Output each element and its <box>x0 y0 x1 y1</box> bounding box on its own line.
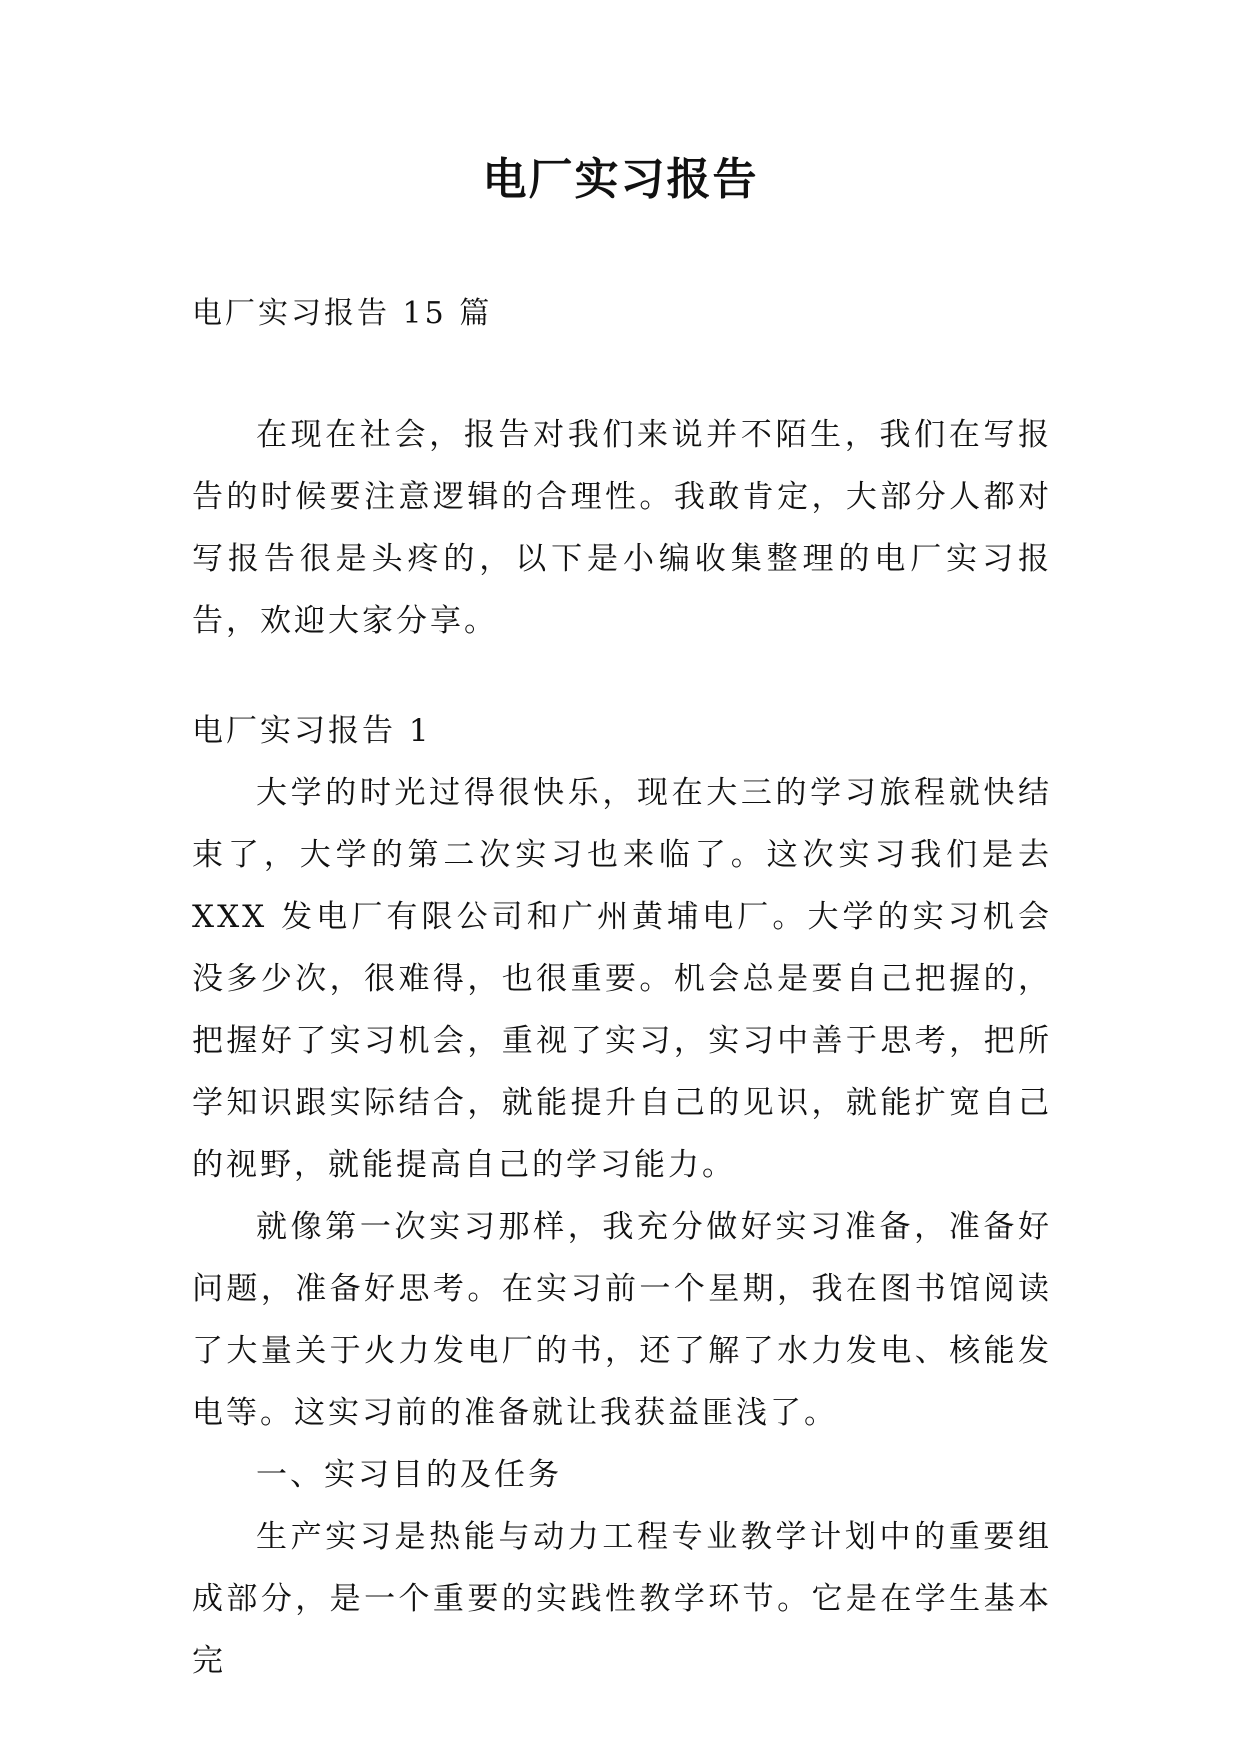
report-section <box>192 700 1052 1692</box>
section-heading: 电厂实习报告 1 <box>192 713 432 749</box>
body-paragraph: 大学的时光过得很快乐，现在大三的学习旅程就快结束了，大学的第二次实习也来临了。这次实习我们是去 XXX 发电厂有限公司和广州黄埔电厂。大学的实习机会没多少次，很难得，也很重要。机会总是要自己把握的，把握好了实习机会，重视了实习，实习中善于思考，把所学知识跟实际结合，就能提升自己的见识，就能扩宽自己的视野，就能提高自己的学习能力。 <box>192 775 1052 1183</box>
body-paragraph: 生产实习是热能与动力工程专业教学计划中的重要组成部分，是一个重要的实践性教学环节。它是在学生基本完 <box>192 1519 1052 1679</box>
document-title: 电厂实习报告 <box>482 154 759 205</box>
intro-section <box>192 404 1052 652</box>
intro-paragraph: 在现在社会，报告对我们来说并不陌生，我们在写报告的时候要注意逻辑的合理性。我敢肯定，大部分人都对写报告很是头疼的，以下是小编收集整理的电厂实习报告，欢迎大家分享。 <box>192 417 1052 639</box>
subsection-heading: 一、实习目的及任务 <box>256 1457 562 1493</box>
body-paragraph: 就像第一次实习那样，我充分做好实习准备，准备好问题，准备好思考。在实习前一个星期，我在图书馆阅读了大量关于火力发电厂的书，还了解了水力发电、核能发电等。这实习前的准备就让我获益匪浅了。 <box>192 1209 1052 1431</box>
document-subtitle: 电厂实习报告 15 篇 <box>192 296 493 331</box>
